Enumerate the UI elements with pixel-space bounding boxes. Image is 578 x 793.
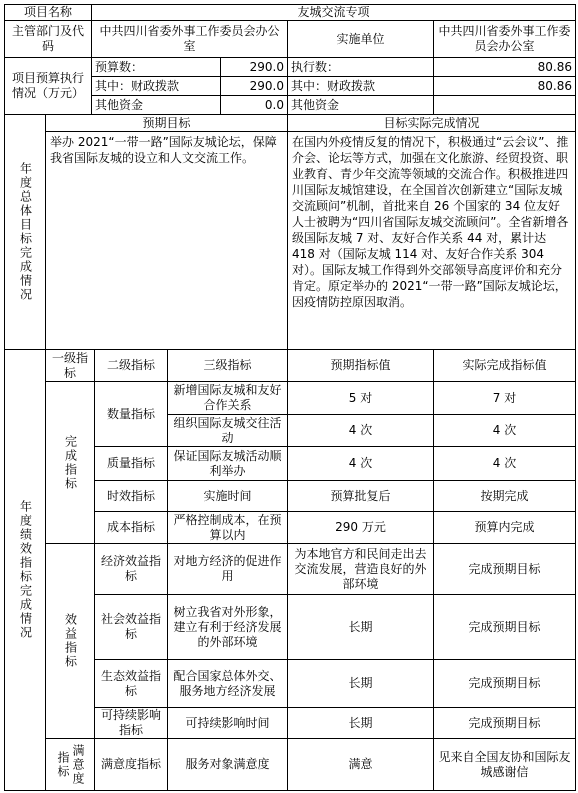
header-level1: 一级指标 — [45, 349, 95, 382]
expected-cell: 4 次 — [287, 446, 434, 481]
actual-cell: 完成预期目标 — [433, 659, 576, 708]
budget-label: 项目预算执行情况（万元） — [4, 57, 92, 115]
satisfaction-indicators-label: 满意度指标 — [45, 738, 95, 791]
level2-quality: 质量指标 — [94, 446, 168, 481]
level3-cell: 配合国家总体外交、服务地方经济发展 — [167, 659, 288, 708]
level3-cell: 树立我省对外形象，建立有利于经济发展的外部环境 — [167, 594, 288, 660]
level3-cell: 组织国际友城交往活动 — [167, 414, 288, 447]
actual-cell: 4 次 — [433, 446, 576, 481]
actual-cell: 完成预期目标 — [433, 707, 576, 739]
level2-cost: 成本指标 — [94, 511, 168, 544]
level2-ecological: 生态效益指标 — [94, 659, 168, 708]
project-name-value: 友城交流专项 — [91, 4, 576, 21]
header-actual: 实际完成指标值 — [433, 349, 576, 382]
expected-cell: 5 对 — [287, 381, 434, 415]
output-indicators-label: 完成指标 — [45, 381, 95, 544]
budget-other-label: 其他资金 — [91, 95, 221, 115]
exec-other-label: 其他资金 — [287, 95, 434, 115]
benefit-indicators-label: 效益指标 — [45, 543, 95, 739]
level2-timeliness: 时效指标 — [94, 480, 168, 512]
budget-amount-label: 预算数： — [91, 57, 221, 77]
actual-header: 目标实际完成情况 — [287, 114, 576, 132]
header-level3: 三级指标 — [167, 349, 288, 382]
expected-cell: 4 次 — [287, 414, 434, 447]
header-expected: 预期指标值 — [287, 349, 434, 382]
actual-cell: 7 对 — [433, 381, 576, 415]
expected-cell: 为本地官方和民间走出去交流发展，营造良好的外部环境 — [287, 543, 434, 595]
actual-cell: 完成预期目标 — [433, 543, 576, 595]
impl-label: 实施单位 — [287, 20, 434, 58]
actual-cell: 完成预期目标 — [433, 594, 576, 660]
perf-label: 年度绩效指标完成情况 — [4, 349, 46, 791]
budget-amount-value: 290.0 — [220, 57, 288, 77]
exec-amount-value: 80.86 — [433, 57, 576, 77]
level3-cell: 新增国际友城和友好合作关系 — [167, 381, 288, 415]
exec-other-value — [433, 95, 576, 115]
level2-satisfaction: 满意度指标 — [94, 738, 168, 791]
level3-cell: 服务对象满意度 — [167, 738, 288, 791]
level3-cell: 对地方经济的促进作用 — [167, 543, 288, 595]
header-level2: 二级指标 — [94, 349, 168, 382]
actual-text: 在国内外疫情反复的情况下，积极通过“云会议”、推介会、论坛等方式，加强在文化旅游、经贸投资、职业教育、青少年交流等领域的交流合作。积极推进四川国际友城馆建设，在全国首次创新建立“国际友城交流顾问”机制，首批来自 26 个国家的 34 位友好人士被聘为“四川省国际友城交流顾问”。全省新增各级国际友城 7 对、友好合作关系 44 对，累计达 418 对（国际友城 114 对、友好合作关系 304 对）。国际友城工作得到外交部领导高度评价和充分肯定。原定举办的 2021“一带一路”国际友城论坛，因疫情防控原因取消。 — [287, 131, 576, 350]
level2-social: 社会效益指标 — [94, 594, 168, 660]
impl-value: 中共四川省委外事工作委员会办公室 — [433, 20, 576, 58]
level2-quantity: 数量指标 — [94, 381, 168, 447]
dept-label: 主管部门及代码 — [4, 20, 92, 58]
level2-sustainability: 可持续影响指标 — [94, 707, 168, 739]
expected-cell: 满意 — [287, 738, 434, 791]
budget-other-value: 0.0 — [220, 95, 288, 115]
exec-amount-label: 执行数： — [287, 57, 434, 77]
target-text: 举办 2021“一带一路”国际友城论坛，保障我省国际友城的设立和人文交流工作。 — [45, 131, 288, 350]
level3-cell: 保证国际友城活动顺利举办 — [167, 446, 288, 481]
actual-cell: 预算内完成 — [433, 511, 576, 544]
actual-cell: 按期完成 — [433, 480, 576, 512]
annual-label: 年度总体目标完成情况 — [4, 114, 46, 350]
budget-fiscal-value: 290.0 — [220, 76, 288, 96]
expected-cell: 预算批复后 — [287, 480, 434, 512]
exec-fiscal-value: 80.86 — [433, 76, 576, 96]
project-name-label: 项目名称 — [4, 4, 92, 21]
dept-value: 中共四川省委外事工作委员会办公室 — [91, 20, 288, 58]
expected-cell: 长期 — [287, 659, 434, 708]
actual-cell: 4 次 — [433, 414, 576, 447]
expected-cell: 长期 — [287, 707, 434, 739]
budget-fiscal-label: 其中：财政拨款 — [91, 76, 221, 96]
exec-fiscal-label: 其中：财政拨款 — [287, 76, 434, 96]
target-header: 预期目标 — [45, 114, 288, 132]
level3-cell: 可持续影响时间 — [167, 707, 288, 739]
expected-cell: 长期 — [287, 594, 434, 660]
expected-cell: 290 万元 — [287, 511, 434, 544]
level3-cell: 实施时间 — [167, 480, 288, 512]
level2-economic: 经济效益指标 — [94, 543, 168, 595]
actual-cell: 见来自全国友协和国际友城感谢信 — [433, 738, 576, 791]
level3-cell: 严格控制成本，在预算以内 — [167, 511, 288, 544]
